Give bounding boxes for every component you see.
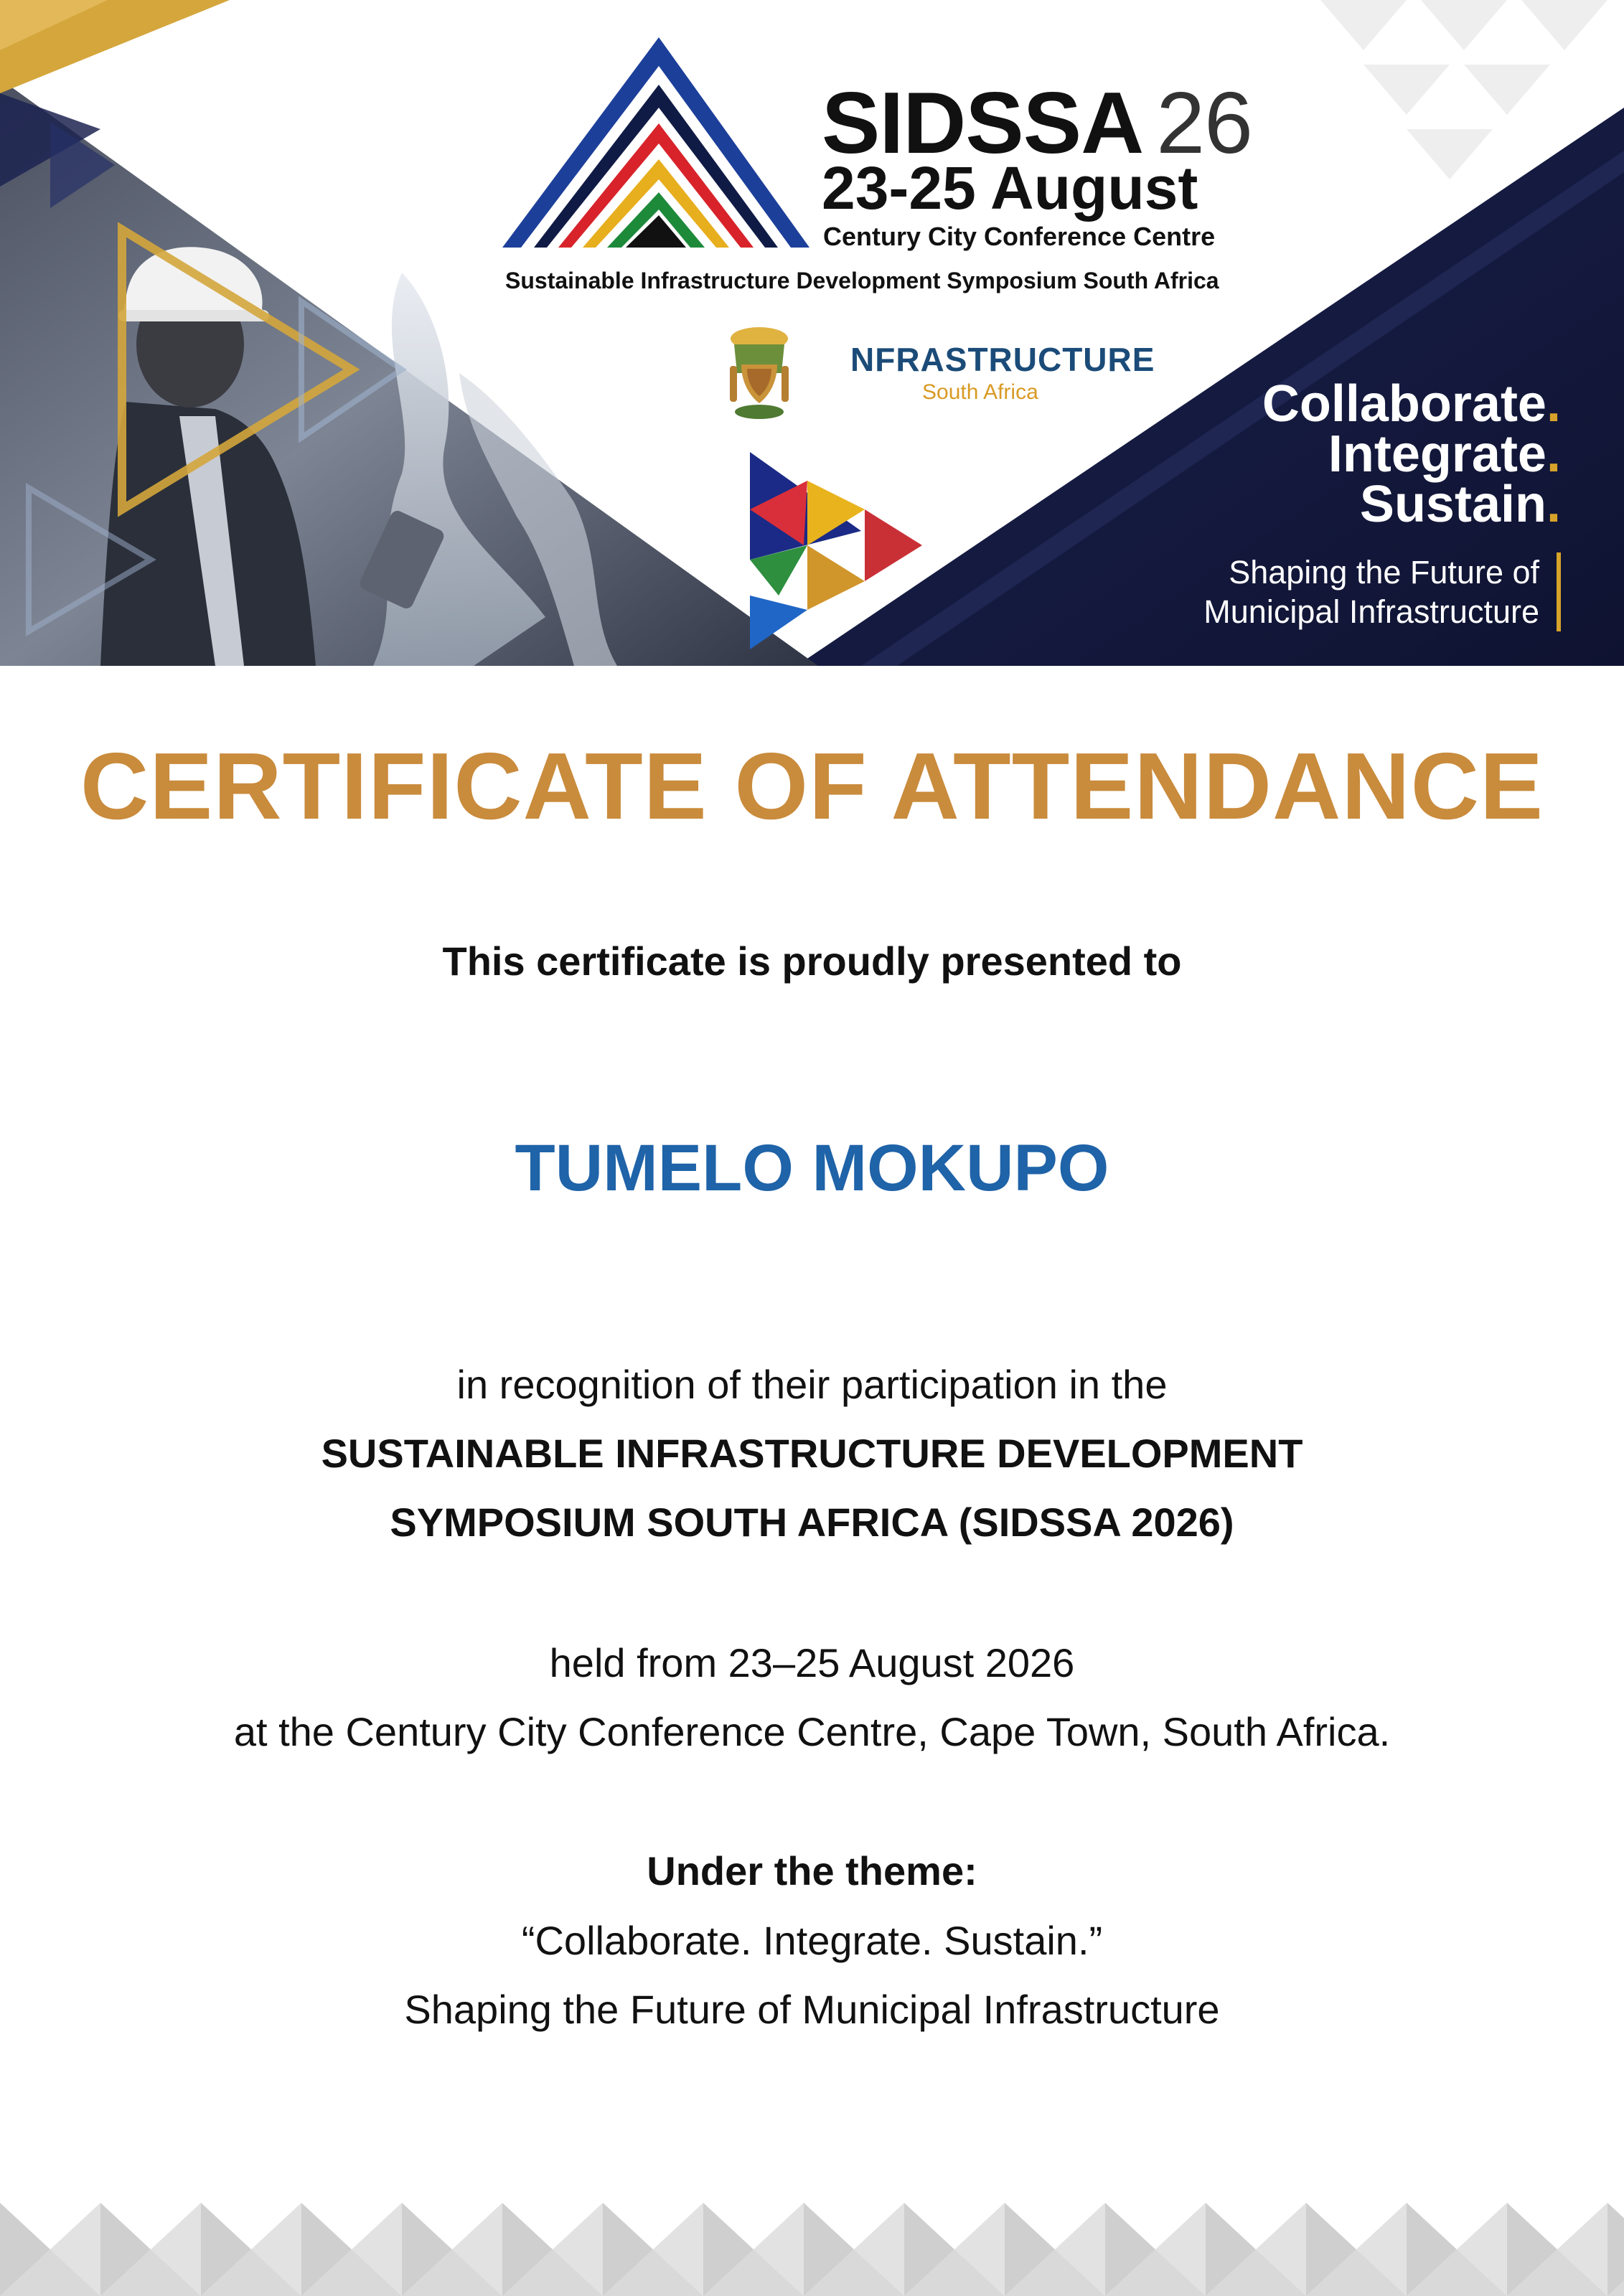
partner-logo-sub: South Africa [922, 380, 1038, 404]
presented-to-text: This certificate is proudly presented to [442, 938, 1182, 984]
event-title-line-1: SUSTAINABLE INFRASTRUCTURE DEVELOPMENT [321, 1431, 1303, 1476]
event-dates: 23-25 August [822, 154, 1198, 222]
certificate-title: CERTIFICATE OF ATTENDANCE [80, 733, 1544, 839]
theme-text: “Collaborate. Integrate. Sustain.” [521, 1918, 1103, 1963]
banner-subtheme [1203, 552, 1561, 631]
tagline-collaborate: Collaborate. [1262, 375, 1561, 433]
event-location-text: at the Century City Conference Centre, Cape Town, South Africa. [233, 1709, 1391, 1754]
event-full-name: Sustainable Infrastructure Development Symposium South Africa [505, 268, 1219, 293]
footer-triangle-pattern [0, 2203, 1624, 2296]
recipient-name: TUMELO MOKUPO [515, 1131, 1109, 1205]
event-venue: Century City Conference Centre [823, 222, 1216, 251]
subtheme-line-1: Shaping the Future of [1229, 554, 1539, 591]
subtheme-line-2: Municipal Infrastructure [1203, 593, 1539, 630]
coat-of-arms-icon [721, 323, 797, 423]
event-name: SIDSSA 26 [822, 74, 1252, 171]
infrastructure-sa-logo [850, 343, 1155, 403]
theme-label: Under the theme: [647, 1848, 977, 1893]
event-dates-text: held from 23–25 August 2026 [549, 1640, 1075, 1685]
partner-logo-title: NFRASTRUCTURE [850, 341, 1155, 378]
event-title-line-2: SYMPOSIUM SOUTH AFRICA (SIDSSA 2026) [390, 1500, 1234, 1545]
event-banner [0, 0, 1624, 666]
theme-subtext: Shaping the Future of Municipal Infrastructure [404, 1987, 1220, 2032]
event-year: 26 [1156, 74, 1252, 171]
tagline-integrate: Integrate. [1328, 425, 1561, 483]
recognition-text: in recognition of their participation in the [456, 1362, 1168, 1407]
event-logo-text [502, 36, 1256, 301]
tagline-sustain: Sustain. [1359, 476, 1561, 533]
banner-tagline [1262, 375, 1561, 533]
